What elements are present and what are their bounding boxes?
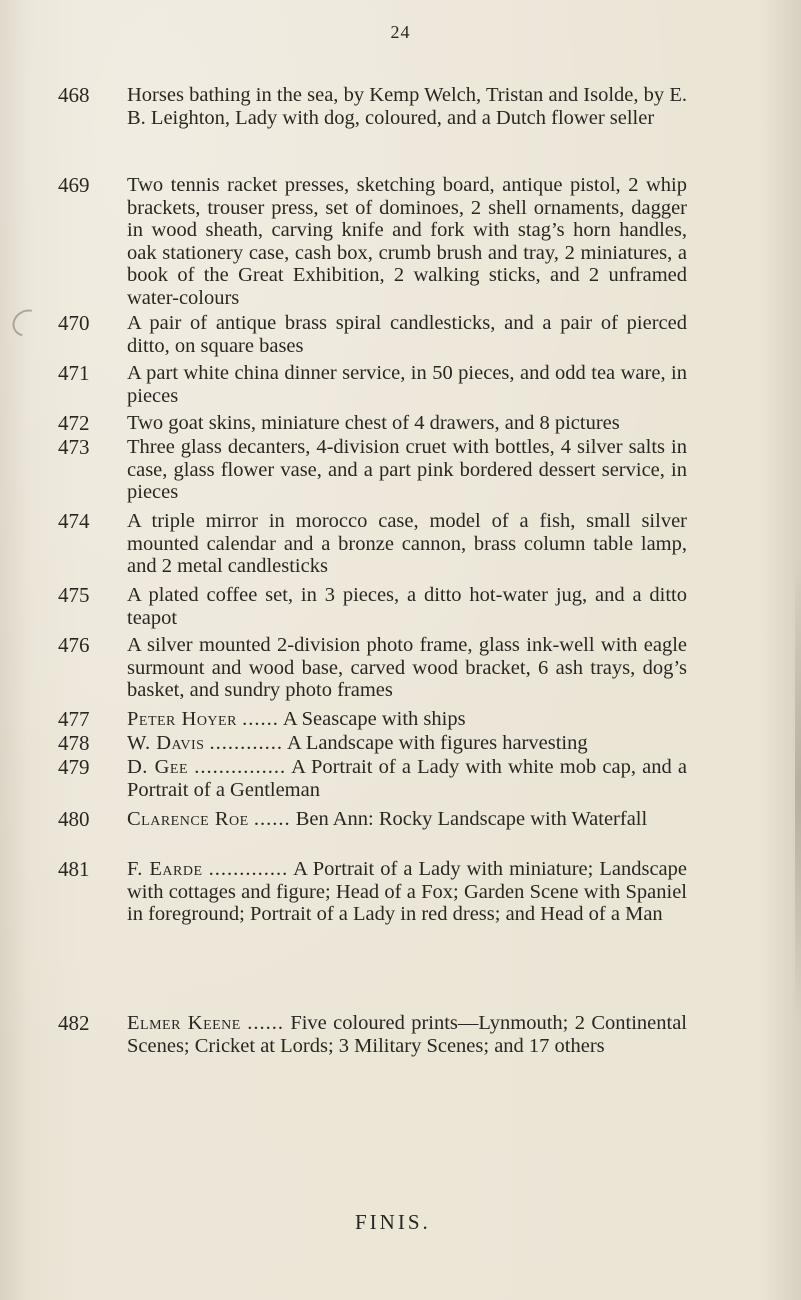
lot-number: 481 xyxy=(58,857,90,881)
lot-number: 477 xyxy=(58,707,90,731)
artist-name: Elmer Keene xyxy=(127,1012,241,1034)
leader-dots: ............. xyxy=(208,858,289,880)
lot-description: A part white china dinner service, in 50 pieces, and odd tea ware, in pieces xyxy=(127,362,687,407)
edge-stain xyxy=(795,560,801,1020)
lot-title: A Portrait of a Lady with miniature; Landscape with cottages and figure; Head of a Fox; Garden Scene with Spaniel in foreground; Portrait of a Lady in red dress; and Head of a Man xyxy=(127,858,687,925)
lot-title: A Seascape with ships xyxy=(282,708,466,730)
lot-number: 480 xyxy=(58,807,90,831)
lot-title: Five coloured prints—Lynmouth; 2 Continental Scenes; Cricket at Lords; 3 Military Scenes; and 17 others xyxy=(127,1012,687,1057)
lot-number: 476 xyxy=(58,633,90,657)
finis-text: FINIS. xyxy=(355,1210,431,1234)
lot-description xyxy=(127,756,687,801)
lot-number: 474 xyxy=(58,509,90,533)
lot-description xyxy=(127,808,687,831)
lot-description: Three glass decanters, 4-division cruet with bottles, 4 silver salts in case, glass flower vase, and a part pink bordered dessert service, in pieces xyxy=(127,436,687,503)
page-number: 24 xyxy=(390,22,411,42)
edge-stain-mark xyxy=(8,304,47,342)
lot-number: 471 xyxy=(58,361,90,385)
lot-description xyxy=(127,708,687,731)
lot-number: 479 xyxy=(58,755,90,779)
lot-description: A triple mirror in morocco case, model of a fish, small silver mounted calendar and a bronze cannon, brass column table lamp, and 2 metal candlesticks xyxy=(127,510,687,577)
lot-description xyxy=(127,858,687,926)
lot-number: 470 xyxy=(58,311,90,335)
lot-description xyxy=(127,1012,687,1057)
artist-name: D. Gee xyxy=(127,756,189,778)
lot-number: 473 xyxy=(58,435,90,459)
leader-dots: ............... xyxy=(194,756,287,778)
lot-description xyxy=(127,732,687,755)
lot-number: 468 xyxy=(58,83,90,107)
lot-number: 472 xyxy=(58,411,90,435)
lot-description: A pair of antique brass spiral candlesticks, and a pair of pierced ditto, on square bases xyxy=(127,312,687,357)
artist-name: Peter Hoyer xyxy=(127,708,237,730)
lot-number: 469 xyxy=(58,173,90,197)
leader-dots: ...... xyxy=(247,1012,284,1034)
lot-title: Ben Ann: Rocky Landscape with Waterfall xyxy=(295,808,648,830)
artist-name: F. Earde xyxy=(127,858,203,880)
lot-number: 475 xyxy=(58,583,90,607)
lot-title: A Portrait of a Lady with white mob cap, and a Portrait of a Gentleman xyxy=(127,756,687,801)
leader-dots: ...... xyxy=(242,708,279,730)
leader-dots: ............ xyxy=(209,732,284,754)
artist-name: W. Davis xyxy=(127,732,205,754)
lot-description: A silver mounted 2-division photo frame, glass ink-well with eagle surmount and wood base, carved wood bracket, 6 ash trays, dog’s basket, and sundry photo frames xyxy=(127,634,687,701)
lot-title: A Landscape with figures harvesting xyxy=(287,732,588,754)
lot-description: A plated coffee set, in 3 pieces, a ditto hot-water jug, and a ditto teapot xyxy=(127,584,687,629)
lot-description: Horses bathing in the sea, by Kemp Welch, Tristan and Isolde, by E. B. Leighton, Lady with dog, coloured, and a Dutch flower seller xyxy=(127,84,687,129)
lot-description: Two goat skins, miniature chest of 4 drawers, and 8 pictures xyxy=(127,412,620,434)
lot-description: Two tennis racket presses, sketching board, antique pistol, 2 whip brackets, trouser press, set of dominoes, 2 shell ornaments, dagger in wood sheath, carving knife and fork with stag’s horn handles, oak stationery case, cash box, crumb brush and tray, 2 miniatures, a book of the Great Exhibition, 2 walking sticks, and 2 unframed water-colours xyxy=(127,174,687,309)
lot-number: 482 xyxy=(58,1011,90,1035)
lot-number: 478 xyxy=(58,731,90,755)
artist-name: Clarence Roe xyxy=(127,808,249,830)
leader-dots: ...... xyxy=(253,808,291,830)
